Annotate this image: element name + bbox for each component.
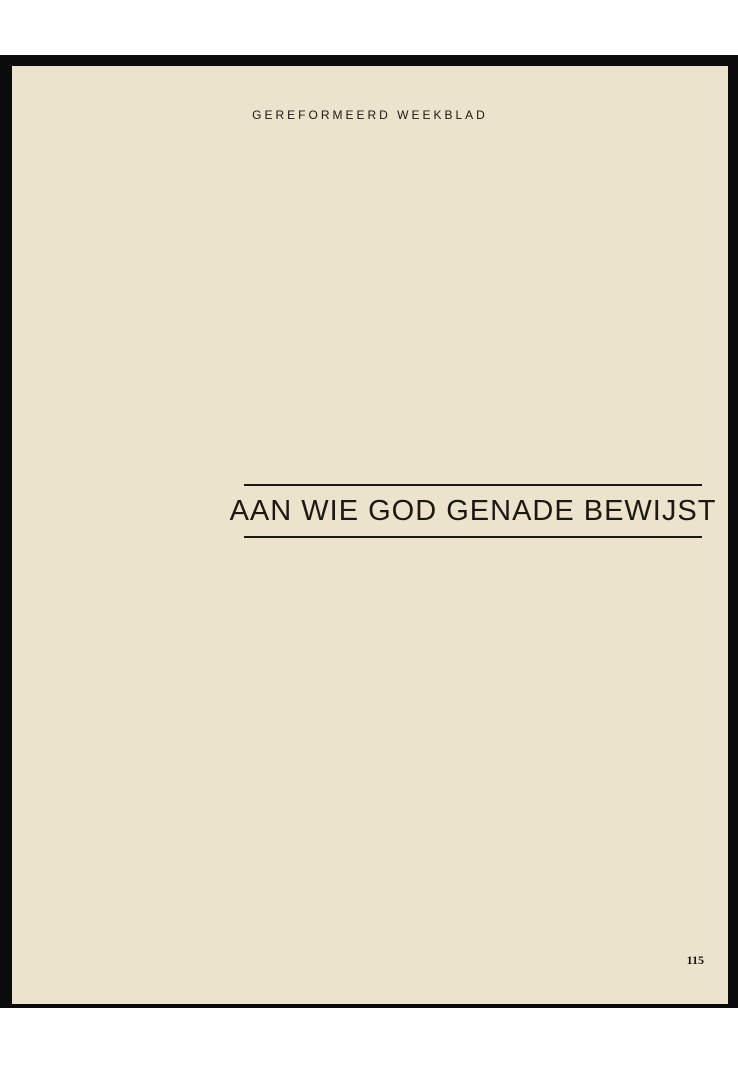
running-head: GEREFORMEERD WEEKBLAD	[252, 108, 488, 122]
headline-box	[229, 484, 717, 538]
page-number: 115	[686, 953, 704, 967]
article-headline: AAN WIE GOD GENADE BEWIJST	[229, 494, 717, 527]
article-column-2	[474, 544, 700, 954]
column-middle	[248, 130, 460, 526]
column-left	[26, 130, 238, 972]
magazine-page	[12, 66, 728, 1004]
article-column-1	[248, 544, 460, 972]
column-right	[474, 130, 700, 526]
